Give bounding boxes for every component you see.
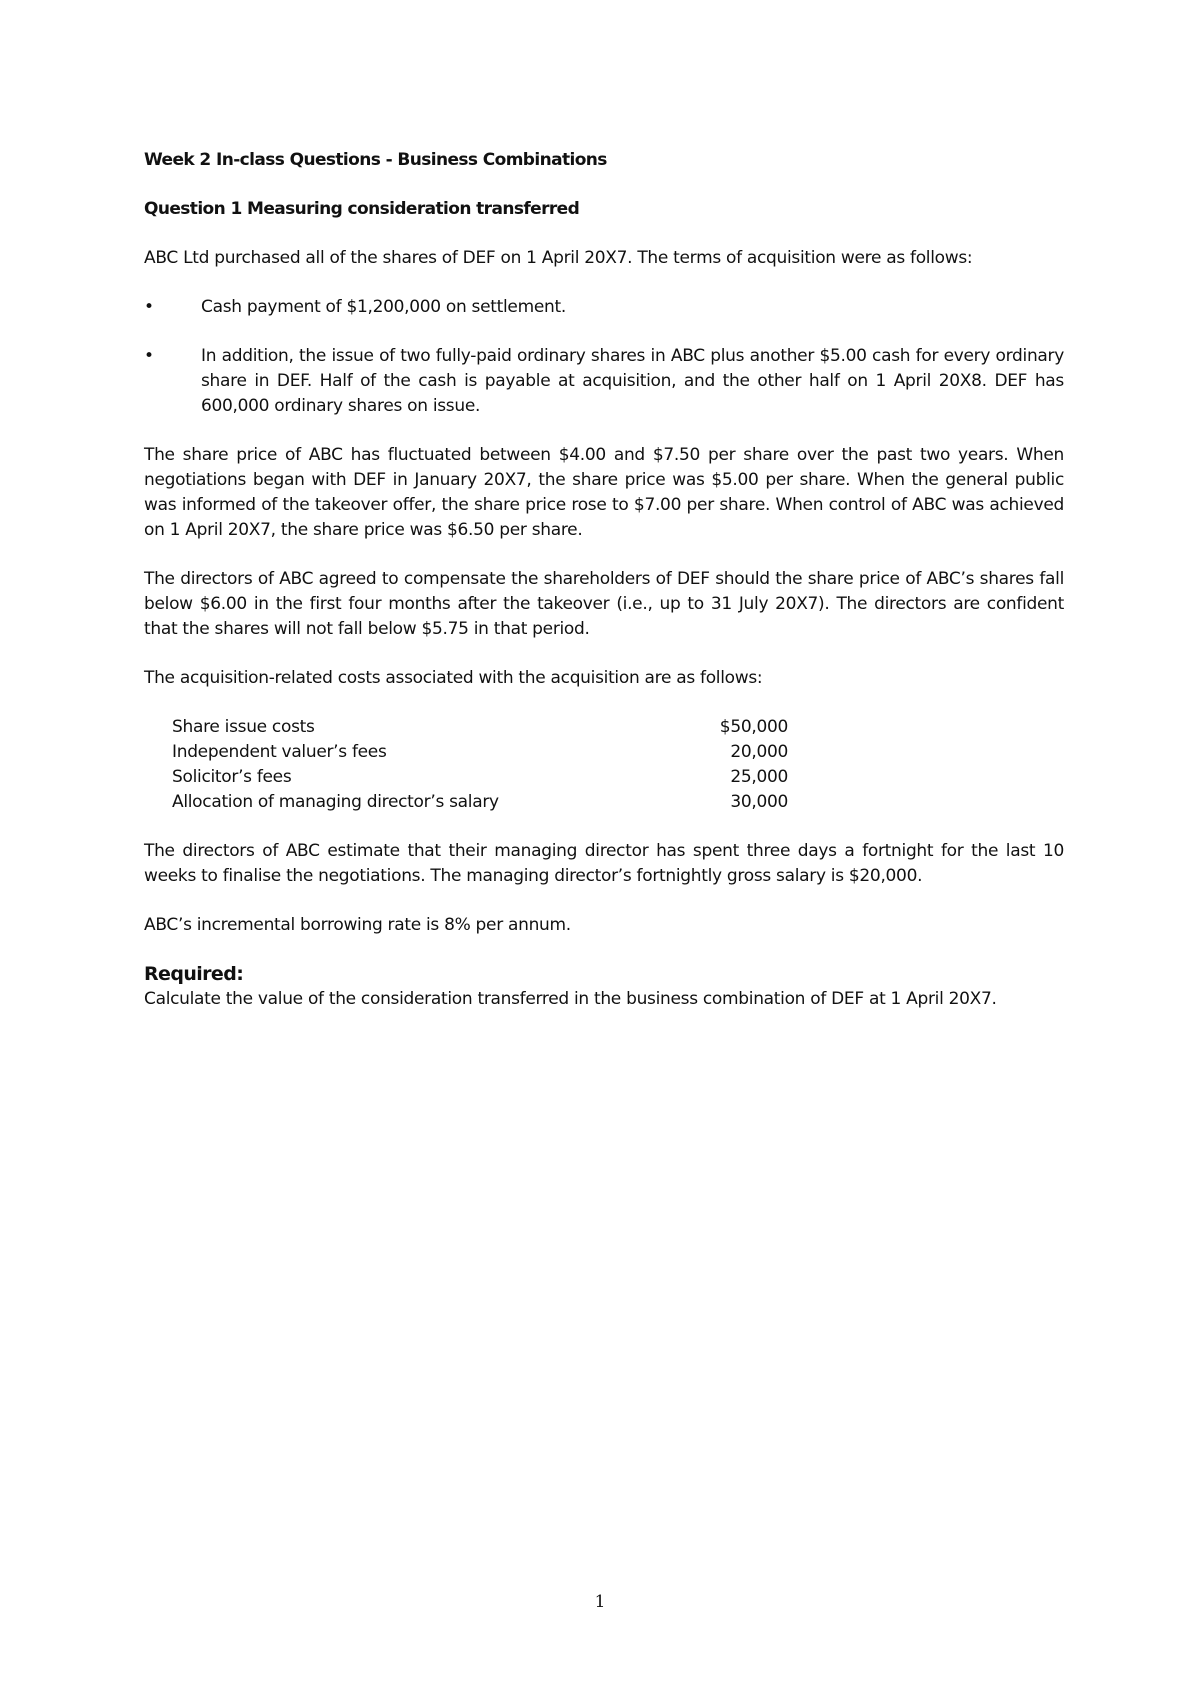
- cost-amount: $50,000: [719, 717, 788, 737]
- required-text: Calculate the value of the consideration transferred in the business combination of DEF at 1 April 20X7.: [144, 989, 997, 1009]
- list-item: [144, 344, 1064, 419]
- cost-label: Allocation of managing director’s salary: [172, 792, 499, 812]
- intro-paragraph: ABC Ltd purchased all of the shares of DEF on 1 April 20X7. The terms of acquisition were as follows:: [144, 248, 973, 268]
- compensation-paragraph: The directors of ABC agreed to compensate the shareholders of DEF should the share price of ABC’s shares fall below $6.00 in the first four months after the takeover (i.e., up to 31 July 20X7). The directors are confident that the shares will not fall below $5.75 in that period.: [144, 569, 1064, 639]
- question-heading: Question 1 Measuring consideration transferred: [144, 199, 580, 219]
- terms-list: [144, 295, 1064, 419]
- cost-amount: 25,000: [730, 767, 788, 787]
- managing-director-paragraph: The directors of ABC estimate that their managing director has spent three days a fortnight for the last 10 weeks to finalise the negotiations. The managing director’s fortnightly gross salary is $20,000.: [144, 841, 1064, 886]
- cost-amount: 30,000: [730, 792, 788, 812]
- share-price-paragraph: The share price of ABC has fluctuated between $4.00 and $7.50 per share over the past two years. When negotiations began with DEF in January 20X7, the share price was $5.00 per share. When the general public was informed of the takeover offer, the share price rose to $7.00 per share. When control of ABC was achieved on 1 April 20X7, the share price was $6.50 per share.: [144, 445, 1064, 540]
- cost-label: Solicitor’s fees: [172, 767, 292, 787]
- required-heading: Required:: [144, 963, 244, 985]
- table-row: [172, 790, 788, 815]
- cost-label: Share issue costs: [172, 717, 315, 737]
- table-row: [172, 765, 788, 790]
- list-item-text: Cash payment of $1,200,000 on settlement.: [201, 297, 566, 317]
- list-item-text: In addition, the issue of two fully-paid ordinary shares in ABC plus another $5.00 cash for every ordinary share in DEF. Half of the cash is payable at acquisition, and the other half on 1 April 20X8. DEF has 600,000 ordinary shares on issue.: [201, 346, 1064, 416]
- document-body: [144, 148, 1064, 1012]
- bullet-icon: •: [144, 346, 154, 366]
- page-number: 1: [594, 1592, 606, 1612]
- costs-intro-paragraph: The acquisition-related costs associated with the acquisition are as follows:: [144, 668, 763, 688]
- bullet-icon: •: [144, 297, 154, 317]
- table-row: [172, 715, 788, 740]
- cost-label: Independent valuer’s fees: [172, 742, 387, 762]
- table-row: [172, 740, 788, 765]
- costs-table: [172, 715, 788, 815]
- borrowing-rate-paragraph: ABC’s incremental borrowing rate is 8% per annum.: [144, 915, 571, 935]
- cost-amount: 20,000: [730, 742, 788, 762]
- list-item: [144, 295, 1064, 320]
- document-title: Week 2 In-class Questions - Business Combinations: [144, 150, 607, 170]
